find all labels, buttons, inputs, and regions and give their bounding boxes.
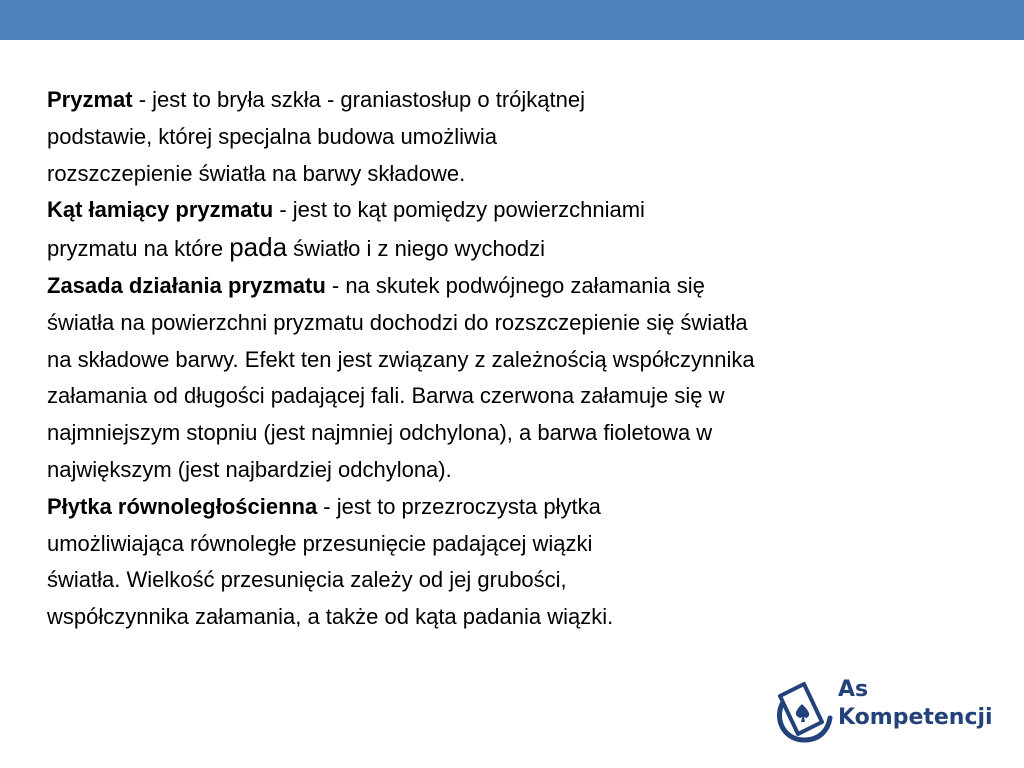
term-pryzmat: Pryzmat <box>47 87 133 112</box>
slide-content <box>47 82 987 636</box>
text-line-15: współczynnika załamania, a także od kąta padania wiązki. <box>47 604 614 630</box>
enlarged-word: pada <box>229 232 288 263</box>
logo <box>770 674 1000 744</box>
text-line-13: umożliwiająca równoległe przesunięcie padającej wiązki <box>47 530 593 556</box>
text-line-10: najmniejszym stopniu (jest najmniej odchylona), a barwa fioletowa w <box>47 420 713 446</box>
card-spade-icon <box>770 674 834 744</box>
text-line-9: załamania od długości padającej fali. Barwa czerwona załamuje się w <box>47 383 725 409</box>
term-zasada-dzialania: Zasada działania pryzmatu <box>47 272 326 298</box>
text-line-7: światła na powierzchni pryzmatu dochodzi do rozszczepienie się światła <box>47 309 748 335</box>
text-line-11: największym (jest najbardziej odchylona). <box>47 456 452 482</box>
term-plytka: Płytka równoległościenna <box>47 493 318 519</box>
text-line-12: Płytka równoległościenna - jest to przezroczysta płytka <box>47 493 601 519</box>
text-line-6: Zasada działania pryzmatu - na skutek podwójnego załamania się <box>47 272 705 298</box>
text-line-1: Pryzmat - jest to bryła szkła - graniastosłup o trójkątnej <box>47 87 586 112</box>
text-line-5: pryzmatu na które pada światło i z niego wychodzi <box>47 232 546 263</box>
text-line-14: światła. Wielkość przesunięcia zależy od jej grubości, <box>47 567 567 593</box>
logo-line-as: As <box>838 677 869 702</box>
logo-line-kompetencji: Kompetencji <box>838 705 993 730</box>
logo-text <box>838 676 993 732</box>
term-kat-lamiacy: Kąt łamiący pryzmatu <box>47 197 274 223</box>
top-band <box>0 0 1024 40</box>
text-line-4: Kąt łamiący pryzmatu - jest to kąt pomiędzy powierzchniami <box>47 197 645 223</box>
text-line-8: na składowe barwy. Efekt ten jest związany z zależnością współczynnika <box>47 346 755 372</box>
text-line-2: podstawie, której specjalna budowa umożliwia <box>47 123 498 149</box>
text-line-3: rozszczepienie światła na barwy składowe. <box>47 160 466 186</box>
